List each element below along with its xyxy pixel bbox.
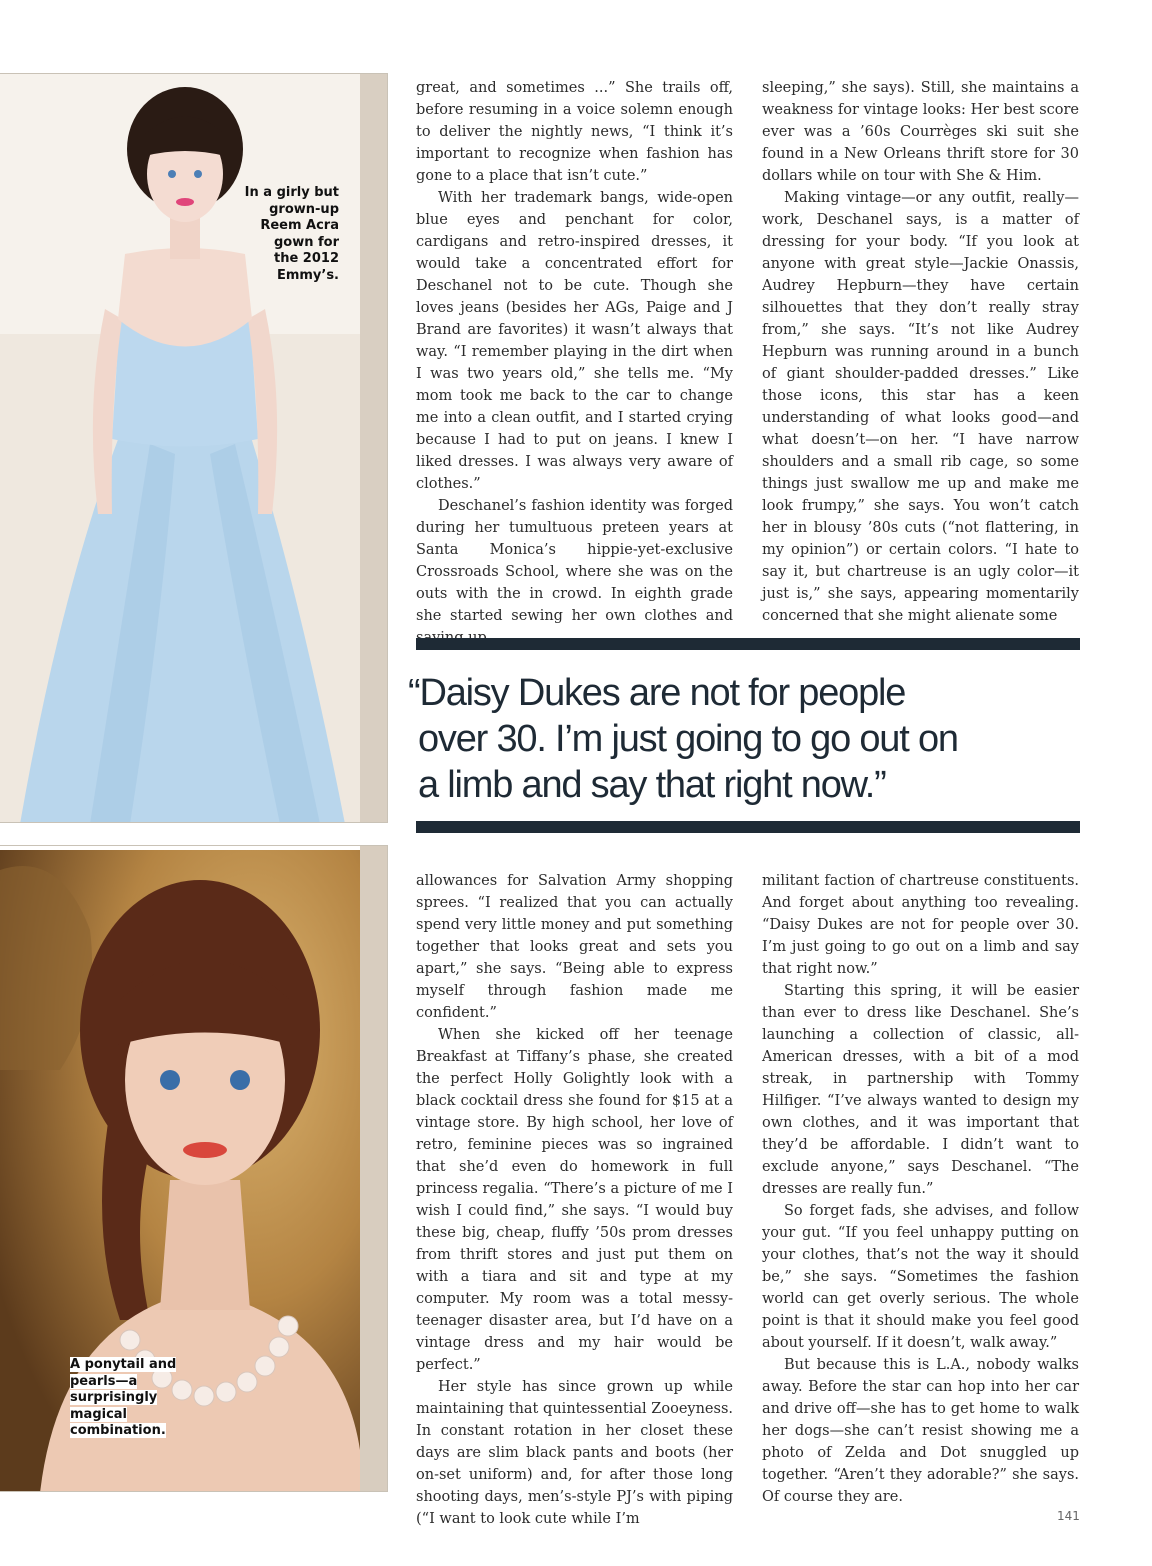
caption-line bbox=[70, 1357, 200, 1374]
paragraph: But because this is L.A., nobody walks away. Before the star can hop into her car and drive off—she has to get home to walk her dogs—she can’t resist showing me a photo of Zelda and Dot snuggled up together. “Aren’t they adorable?” she says. Of course they are. bbox=[762, 1357, 1079, 1505]
pullquote-line: a limb and say that right now.” bbox=[418, 764, 886, 806]
paragraph: Her style has since grown up while maintaining that quintessential Zooeyness. In constant rotation in her closet these days are slim black pants and boots (her on-set uniform) and, for after those long shooting days, men’s-style PJ’s with piping (“I want to look cute while I’m bbox=[416, 1379, 733, 1527]
article-column-1 bbox=[416, 77, 733, 649]
caption-line: In a girly but bbox=[244, 185, 339, 200]
caption-text: surprisingly bbox=[70, 1390, 158, 1405]
article-column-2 bbox=[762, 77, 1079, 627]
caption-line: Emmy’s. bbox=[276, 267, 339, 283]
caption-text: A ponytail and bbox=[70, 1357, 177, 1372]
paragraph: With her trademark bangs, wide-open blue eyes and penchant for color, cardigans and retro-inspired dresses, it would take a concentrated effort for Deschanel not to be cute. Though she loves jeans (besides her AGs, Paige and J Brand are favorites) it wasn’t always that way. “I remember playing in the dirt when I was two years old,” she tells me. “My mom took me back to the car to change me into a clean outfit, and I started crying because I had to put on jeans. I knew I liked dresses. I was always very aware of clothes.” bbox=[416, 190, 733, 492]
paragraph: So forget fads, she advises, and follow your gut. “If you feel unhappy putting on your clothes, that’s not the way it should be,” she says. “Sometimes the fashion world can get overly serious. The whole point is that it should make you feel good about yourself. If it doesn’t, walk away.” bbox=[762, 1203, 1079, 1351]
article-column-4 bbox=[762, 870, 1079, 1508]
pullquote-line: over 30. I’m just going to go out on bbox=[418, 718, 958, 760]
paragraph: allowances for Salvation Army shopping sprees. “I realized that you can actually spend very little money and put something together that looks great and sets you apart,” she says. “Being able to express myself through fashion made me confident.” bbox=[416, 873, 733, 1021]
caption-text: pearls—a bbox=[70, 1373, 138, 1389]
caption-line: gown for bbox=[273, 234, 339, 250]
caption-line: Reem Acra bbox=[260, 218, 339, 233]
caption-line bbox=[70, 1423, 200, 1440]
paragraph: sleeping,” she says). Still, she maintains a weakness for vintage looks: Her best score ever was a ’60s Courrèges ski suit she found in a New Orleans thrift store for 30 dollars while on tour with She & Him. bbox=[762, 80, 1079, 184]
pullquote-line: “Daisy Dukes are not for people bbox=[408, 672, 906, 714]
caption-line: grown-up bbox=[269, 201, 339, 217]
photo-blue-gown bbox=[0, 73, 388, 823]
pullquote-rule-bottom bbox=[416, 821, 1080, 833]
caption-blue-gown bbox=[199, 185, 339, 284]
caption-ponytail bbox=[70, 1357, 200, 1440]
paragraph: Making vintage—or any outfit, really—work, Deschanel says, is a matter of dressing for your body. “If you look at anyone with great style—Jackie Onassis, Audrey Hepburn—they have certain silhouettes that they don’t really stray from,” she says. “It’s not like Audrey Hepburn was running around in a bunch of giant shoulder-padded dresses.” Like those icons, this star has a keen understanding of what looks good—and what doesn’t—on her. “I have narrow shoulders and a small rib cage, so some things just swallow me up and make me look frumpy,” she says. You won’t catch her in blousy ’80s cuts (“not flattering, in my opinion”) or certain colors. “I hate to say it, but chartreuse is an ugly color—it just is,” she says, appearing momentarily concerned that she might alienate some bbox=[762, 190, 1079, 624]
paragraph: great, and sometimes ...” She trails off, before resuming in a voice solemn enough to deliver the nightly news, “I think it’s important to recognize when fashion has gone to a place that isn’t cute.” bbox=[416, 80, 733, 184]
caption-text: combination. bbox=[70, 1423, 166, 1438]
pullquote bbox=[408, 670, 1088, 808]
page-number: 141 bbox=[1057, 1509, 1080, 1523]
paragraph: Starting this spring, it will be easier than ever to dress like Deschanel. She’s launching a collection of classic, all-American dresses, with a bit of a mod streak, in partnership with Tommy Hilfiger. “I’ve always wanted to design my own clothes, and it was important that they’d be affordable. I didn’t want to exclude anyone,” says Deschanel. “The dresses are really fun.” bbox=[762, 983, 1079, 1197]
article-column-3 bbox=[416, 870, 733, 1530]
pullquote-rule-top bbox=[416, 638, 1080, 650]
photo-ponytail-pearls bbox=[0, 845, 388, 1492]
caption-line bbox=[70, 1374, 200, 1391]
paragraph: Deschanel’s fashion identity was forged during her tumultuous preteen years at Santa Monica’s hippie-yet-exclusive Crossroads School, where she was on the outs with the in crowd. In eighth grade she started sewing her own clothes and bbox=[416, 498, 733, 624]
caption-line bbox=[70, 1407, 200, 1424]
caption-line: the 2012 bbox=[274, 251, 339, 266]
caption-line bbox=[70, 1390, 200, 1407]
paragraph: militant faction of chartreuse constituents. And forget about anything too revealing. “Daisy Dukes are not for people over 30. I’m just going to go out on a limb and say that right now.” bbox=[762, 873, 1079, 977]
paragraph: When she kicked off her teenage Breakfast at Tiffany’s phase, she created the perfect Holly Golightly look with a black cocktail dress she found for $15 at a vintage store. By high school, her love of retro, feminine pieces was so ingrained that she’d even do homework in full princess regalia. “There’s a picture of me I wish I could find,” she says. “I would buy these big, cheap, fluffy ’50s prom dresses from thrift stores and just put them on with a tiara and sit and type at my computer. My room was a total messy-teenager disaster area, but I’d have on a vintage dress and my hair would be perfect.” bbox=[416, 1027, 733, 1373]
caption-text: magical bbox=[70, 1406, 128, 1422]
